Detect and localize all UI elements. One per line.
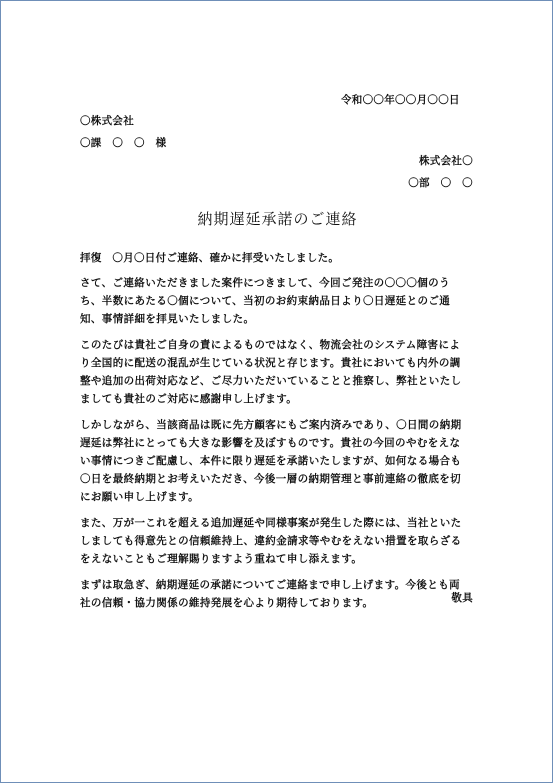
recipient-company: 〇株式会社 bbox=[80, 115, 134, 127]
body-line: まずは取急ぎ、納期遅延の承諾についてご連絡まで申し上げます。今後とも両 bbox=[80, 579, 461, 591]
sender-person: 〇部 〇 〇 bbox=[408, 177, 473, 189]
body-line: にお願い申し上げます。 bbox=[80, 491, 200, 503]
paragraph-2 bbox=[80, 336, 480, 408]
body-line: ましても貴社のご対応に感謝申し上げます。 bbox=[80, 393, 298, 405]
body-line: しましても得意先との信頼維持上、違約金請求等やむをえない措置を取らざる bbox=[80, 535, 462, 547]
letter-title: 納期遅延承諾のご連絡 bbox=[197, 210, 358, 228]
body-line: 〇日を最終納期とお考えいただき、今後一層の納期管理と事前連絡の徹底を切 bbox=[80, 473, 462, 485]
body-line: 社の信頼・協力関係の維持発展を心より期待しております。 bbox=[80, 597, 374, 609]
body-line: しかしながら、当該商品は既に先方顧客にもご案内済みであり、〇日間の納期 bbox=[80, 419, 462, 431]
date: 令和〇〇年〇〇月〇〇日 bbox=[341, 94, 460, 106]
opening-line: 拝復 〇月〇日付ご連絡、確かに拝受いたしました。 bbox=[80, 252, 340, 264]
body-line: ち、半数にあたる〇個について、当初のお約束納品日より〇日遅延とのご通 bbox=[80, 295, 451, 307]
paragraph-1 bbox=[80, 274, 480, 328]
body-line: また、万が一これを超える追加遅延や同様事案が発生した際には、当社といた bbox=[80, 517, 462, 529]
body-line: 整や追加の出荷対応など、ご尽力いただいていることと推察し、弊社といたし bbox=[80, 375, 462, 387]
body-line: をえないこともご理解賜りますよう重ねて申し添えます。 bbox=[80, 553, 363, 565]
body-line: さて、ご連絡いただきました案件につきまして、今回ご発注の〇〇〇個のう bbox=[80, 277, 450, 289]
paragraph-5 bbox=[80, 576, 480, 612]
closing: 敬具 bbox=[451, 592, 473, 604]
body-line: このたびは貴社ご自身の責によるものではなく、物流会社のシステム障害によ bbox=[80, 339, 461, 351]
paragraph-3 bbox=[80, 416, 480, 506]
paragraph-4 bbox=[80, 514, 480, 568]
recipient-person: 〇課 〇 〇 様 bbox=[80, 137, 167, 149]
body-line: 遅延は弊社にとっても大きな影響を及ぼすものです。貴社の今回のやむをえな bbox=[80, 437, 461, 449]
sender-company: 株式会社〇 bbox=[419, 155, 473, 167]
body-line: り全国的に配送の混乱が生じている状況と存じます。貴社においても内外の調 bbox=[80, 357, 461, 369]
body-line: 知、事情詳細を拝見いたしました。 bbox=[80, 313, 255, 325]
body-line: い事情につきご配慮し、本件に限り遅延を承諾いたしますが、如何なる場合も bbox=[80, 455, 462, 467]
letter-body bbox=[80, 274, 480, 612]
